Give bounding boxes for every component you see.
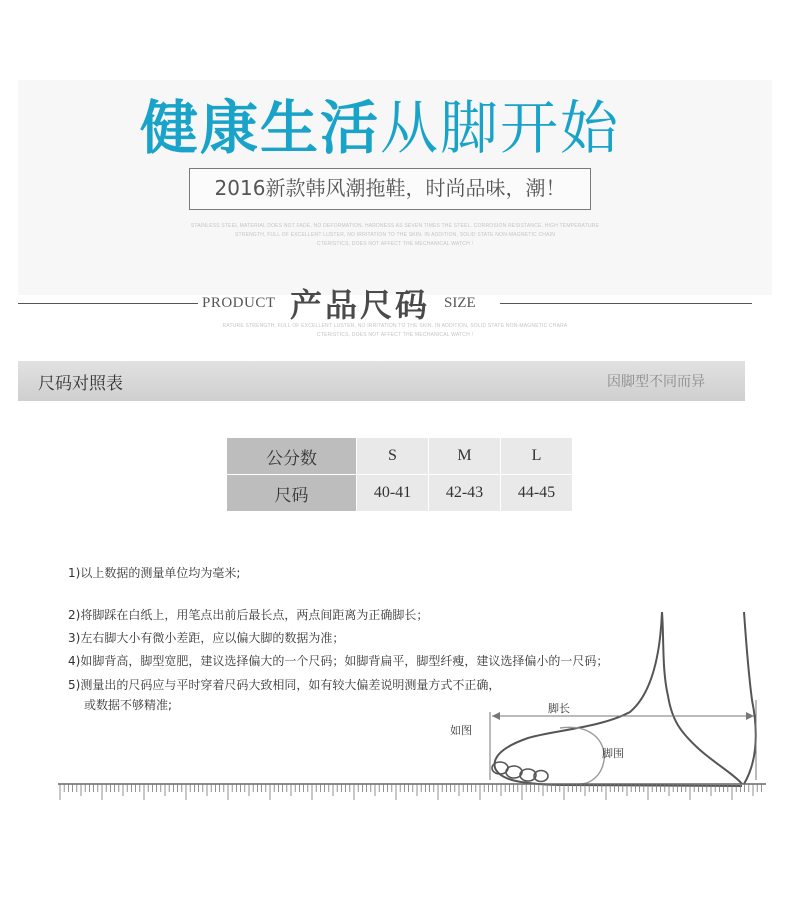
size-chart-bar [18,361,745,401]
fineprint-line: STAINLESS STEEL MATERIAL DOES NOT FADE, NO DEFORMATION. HARDNESS AS SEVEN TIMES THE STEEL. CORROSION RESISTANCE, HIGH TEMPERATURE [190,223,600,229]
section-size-label: SIZE [444,295,476,311]
foot-measurement-diagram [0,600,790,800]
arrow-head-left [492,712,500,720]
table-header-cell: 公分数 [227,438,357,475]
divider-right [500,303,752,304]
size-chart-title: 尺码对照表 [38,374,123,394]
arrow-head-right [746,712,754,720]
size-chart-note: 因脚型不同而异 [607,374,705,390]
size-table [226,437,573,512]
measuring-ruler [58,783,766,801]
foot-outline-back [662,612,742,784]
headline [140,88,660,168]
fineprint-line: CTERISTICS, DOES NOT AFFECT THE MECHANICAL WATCH ! [316,332,474,338]
foot-outline-heel [744,612,756,784]
table-header-cell: M [429,438,501,475]
table-cell: 44-45 [501,475,573,512]
table-cell: 40-41 [357,475,429,512]
foot-girth-loop [560,727,604,784]
headline-light: 从脚开始 [380,94,621,162]
note-1: 1)以上数据的测量单位均为毫米; [68,566,241,580]
example-label: 如图 [450,724,472,737]
table-row-label: 尺码 [227,475,357,512]
table-row [227,475,573,512]
headline-bold: 健康生活 [140,94,381,162]
note-3: 3)左右脚大小有微小差距，应以偏大脚的数据为准； [68,631,345,645]
table-header-cell: L [501,438,573,475]
section-title: 产品尺码 [290,286,431,324]
table-row [227,438,573,475]
divider-left [18,303,198,304]
foot-length-label: 脚长 [548,702,570,715]
ruler-ticks [60,784,761,800]
fineprint-bottom [220,322,570,340]
fineprint-line: CTERISTICS, DOES NOT AFFECT THE MECHANICAL WATCH ! [316,241,474,247]
fineprint-top [160,222,630,249]
fineprint-line: RATURE STRENGTH, FULL OF EXCELLENT LUSTER, NO IRRITATION TO THE SKIN. IN ADDITION, SOLID STATE NON-MAGNETIC CHARA [222,323,568,329]
slogan-box: 2016新款韩风潮拖鞋，时尚品味，潮！ [189,168,591,210]
table-header-cell: S [357,438,429,475]
table-cell: 42-43 [429,475,501,512]
section-product-label: PRODUCT [202,295,276,311]
foot-girth-label: 脚围 [602,747,624,760]
note-2: 2)将脚踩在白纸上，用笔点出前后最长点，两点间距离为正确脚长； [68,608,429,622]
note-4: 4)如脚背高，脚型宽肥，建议选择偏大的一个尺码；如脚背扁平，脚型纤瘦，建议选择偏小的一尺码； [68,654,609,668]
note-5-continued: 或数据不够精准; [84,698,173,712]
fineprint-line: STRENGTH, FULL OF EXCELLENT LUSTER, NO IRRITATION TO THE SKIN. IN ADDITION, SOLID STATE NON-MAGNETIC CHAIN [234,232,556,238]
note-5: 5)测量出的尺码应与平时穿着尺码大致相同，如有较大偏差说明测量方式不正确， [68,678,501,692]
